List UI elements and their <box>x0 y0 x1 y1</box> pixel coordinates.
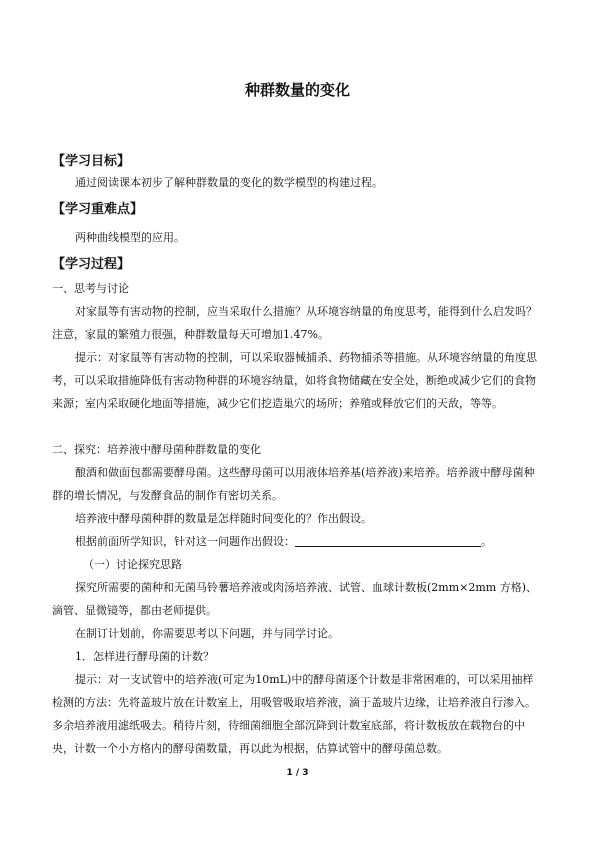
part2-paragraph-5: 在制订计划前，你需要思考以下问题，并与同学讨论。 <box>75 627 339 640</box>
process-heading: 【学习过程】 <box>52 257 131 272</box>
page-number: 1 / 3 <box>286 768 309 778</box>
question-1: 1．怎样进行酵母菌的计数？ <box>75 650 214 663</box>
part1-heading: 一、思考与讨论 <box>52 282 129 295</box>
part2-heading: 二、探究：培养液中酵母菌种群数量的变化 <box>52 443 261 456</box>
objective-heading: 【学习目标】 <box>52 154 131 169</box>
part2-paragraph-6: 提示：对一支试管中的培养液(可定为10mL)中的酵母菌逐个计数是非常困难的，可以采用抽样检测的方法：先将盖玻片放在计数室上，用吸管吸取培养液，滴于盖玻片边缘，让培养液自行渗入。多余培养液用滤纸吸去。稍待片刻，待细菌细胞全部沉降到计数室底部，将计数板放在载物台的中央，计数一个小方格内的酵母菌数量，再以此为根据，估算试管中的酵母菌总数。 <box>52 673 536 755</box>
part2-paragraph-1: 酿酒和做面包都需要酵母菌。这些酵母菌可以用液体培养基(培养液)来培养。培养液中酵母菌种群的增长情况，与发酵食品的制作有密切关系。 <box>52 466 535 502</box>
key-points-heading: 【学习重难点】 <box>52 202 144 217</box>
hypothesis-suffix: 。 <box>481 535 492 548</box>
page-title: 种群数量的变化 <box>244 81 350 99</box>
hypothesis-line <box>52 530 542 553</box>
part1-paragraph-2: 提示：对家鼠等有害动物的控制，可以采取器械捕杀、药物捕杀等措施。从环境容纳量的角度思考，可以采取措施降低有害动物种群的环境容纳量，如将食物储藏在安全处，断绝或减少它们的食物来源；室内采取硬化地面等措施，减少它们挖造巢穴的场所；养殖或释放它们的天敌，等等。 <box>52 351 537 410</box>
key-points-text: 两种曲线模型的应用。 <box>75 231 185 244</box>
sub-heading-1: （一）讨论探究思路 <box>83 558 182 571</box>
part2-paragraph-4: 探究所需要的菌种和无菌马铃薯培养液或肉汤培养液、试管、血球计数板(2mm×2mm 方格)、滴管、显微镜等，都由老师提供。 <box>52 581 538 617</box>
objective-text: 通过阅读课本初步了解种群数量的变化的数学模型的构建过程。 <box>75 176 383 189</box>
hypothesis-blank[interactable] <box>295 534 481 547</box>
hypothesis-prompt: 根据前面所学知识，针对这一问题作出假设： <box>75 535 295 548</box>
part1-paragraph-1: 对家鼠等有害动物的控制，应当采取什么措施？从环境容纳量的角度思考，能得到什么启发吗？注意，家鼠的繁殖力很强，种群数量每天可增加1.47%。 <box>52 305 537 341</box>
part2-paragraph-2: 培养液中酵母菌种群的数量是怎样随时间变化的？作出假设。 <box>75 512 372 525</box>
